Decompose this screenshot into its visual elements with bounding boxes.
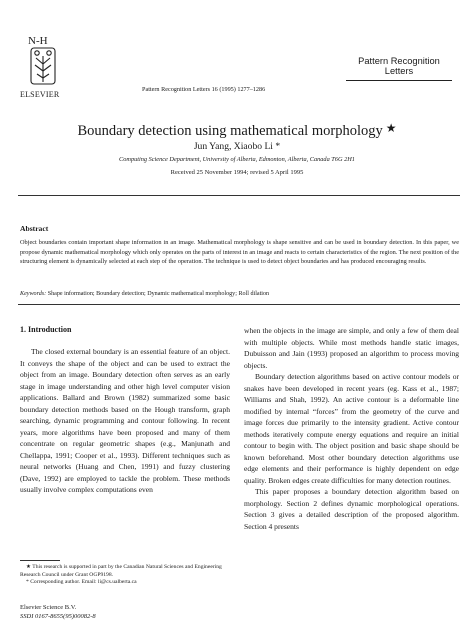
right-column [244,325,459,532]
tree-emblem-icon [31,48,55,84]
abstract-heading: Abstract [20,224,49,233]
footnotes [20,564,234,587]
keywords-list: Shape information; Boundary detection; Dynamic mathematical morphology; Roll dilation [47,291,270,297]
abstract-bottom-rule [18,304,460,305]
body-paragraph: Boundary detection algorithms based on active contour models or snakes have been developed in recent years (eg. Kass et al., 1987; Williams and Shah, 1992). An active contour is a deformable line modified by internal “forces” from the geometry of the curve and image forces due primarily to the intensity gradient. Active contour methods iteratively compute energy equations and require an initial contour to begin with. The object position and basic shape should be known beforehand. Most other boundary detection algorithms use edge elements and their performance is highly dependent on edge quality. Broken edges create difficulties for many detection routines. [244,372,459,485]
journal-rule [346,80,452,81]
imprint-issn: SSDI 0167-8655(95)00082-8 [20,613,96,620]
article-title [0,121,474,140]
left-column [20,346,230,496]
imprint [20,603,96,621]
journal-name-line-1: Pattern Recognition [358,56,440,66]
title-footnote-mark: ★ [385,121,397,135]
authors: Jun Yang, Xiaobo Li * [193,141,281,152]
body-paragraph: This paper proposes a boundary detection algorithm based on morphology. Section 2 defines dynamic morphological operations. Section 3 gives a detailed description of the proposed algorithm. Section 4 presents [244,487,459,531]
footnote-rule [20,560,60,561]
footnote-corresponding-author: * Corresponding author. Email: li@cs.ualberta.ca [26,579,137,586]
journal-name [346,56,452,76]
journal-citation: Pattern Recognition Letters 16 (1995) 1277–1286 [142,86,266,93]
section-heading: 1. Introduction [20,325,72,334]
received-dates: Received 25 November 1994; revised 5 April 1995 [170,169,304,176]
keywords [20,291,459,297]
abstract-top-rule [18,195,460,196]
body-paragraph: when the objects in the image are simple, and only a few of them deal with multiple objects. While most methods handle static images, Dubuisson and Jain (1993) proposed an algorithm to process moving objects. [244,326,459,370]
footnote-funding: ★ This research is supported in part by the Canadian Natural Sciences and Engineering Research Council under Grant OGP9198. [20,564,222,578]
keywords-label: Keywords: [20,291,47,297]
logo-text: N-H [28,35,48,47]
imprint-publisher: Elsevier Science B.V. [20,604,77,611]
abstract-text: Object boundaries contain important shape information in an image. Mathematical morphology is shape sensitive and can be used in boundary detection. In this paper, we propose dynamic mathematical morphology which only operates on the parts of interest in an image and reacts to certain characteristics of the region. The next position of the structuring element is dynamically selected at each step of the operation. The technique is used to detect object boundaries and has produced encouraging results. [20,239,459,265]
journal-name-line-2: Letters [384,66,414,76]
publisher-logo [26,34,60,90]
article-title-text: Boundary detection using mathematical morphology [77,123,383,139]
body-paragraph: The closed external boundary is an essential feature of an object. It conveys the shape of the object and can be used to extract the object from an image. Boundary detection often serves as an early stage in image understanding and other high level computer vision applications. Ballard and Brown (1982) summarized some basic boundary detection methods based on the Hough transform, graph searching, dynamic programming and contour following. In recent years, more algorithms have been proposed and many of them concentrate on regular geometric shapes (e.g., Manjunath and Chellappa, 1991; Cooper et al., 1993). Different techniques such as neural networks (Huang and Chen, 1991) and fuzzy clustering (Dave, 1992) are employed to tackle the problem. These methods usually involve complex computations even [20,347,230,494]
affiliation: Computing Science Department, University of Alberta, Edmonton, Alberta, Canada T6G 2H1 [119,156,355,163]
publisher-name: ELSEVIER [20,90,60,99]
